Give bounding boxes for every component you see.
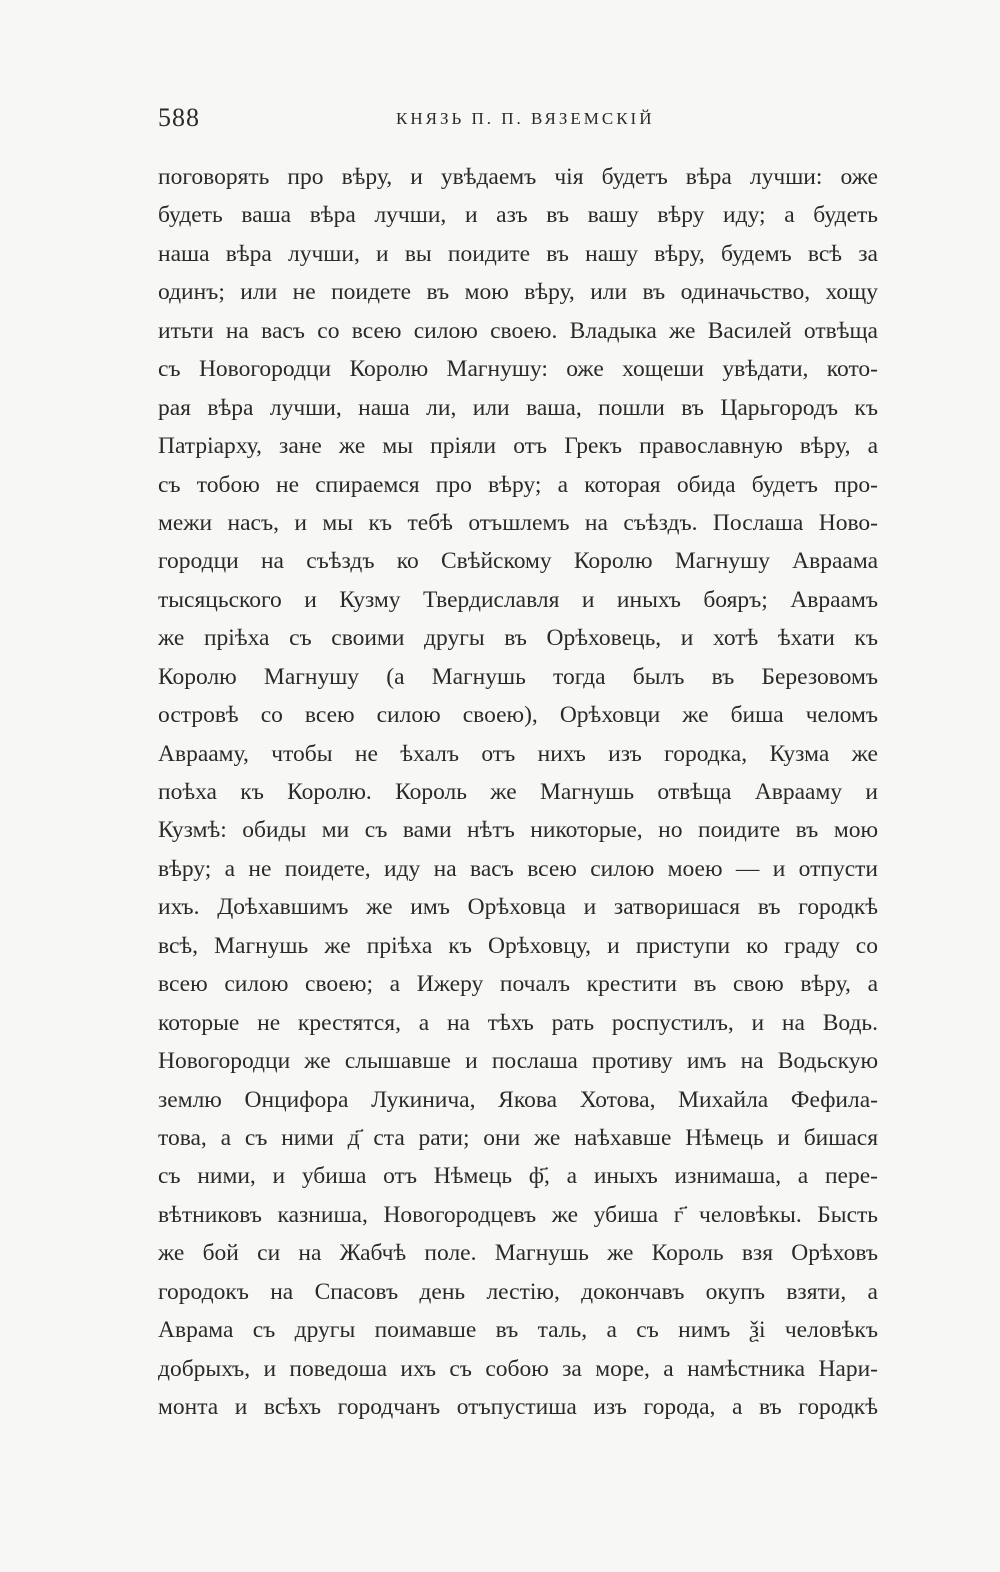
running-head: КНЯЗЬ П. П. ВЯЗЕМСКІЙ — [396, 109, 655, 128]
text-line: поѣха къ Королю. Король же Магнушь отвѣща Аврааму и — [158, 779, 878, 805]
text-line: Королю Магнушу (а Магнушь тогда былъ въ Березовомъ — [158, 663, 878, 690]
text-line: всею силою своею; а Ижеру почалъ крестити въ свою вѣру, а — [158, 971, 878, 998]
text-line: городци на съѣздъ ко Свѣйскому Королю Магнушу Авраама — [158, 548, 878, 575]
text-line: вѣру; а не поидете, иду на васъ всею силою моею — и отпусти — [158, 855, 878, 882]
text-line: одинъ; или не поидете въ мою вѣру, или въ одиначьство, хощу — [158, 279, 878, 306]
text-line: итьти на васъ со всею силою своею. Владыка же Василей отвѣща — [158, 317, 878, 344]
text-line: землю Онцифора Лукинича, Якова Хотова, Михайла Фефила- — [158, 1086, 878, 1113]
text-line: Аврама съ другы поимавше въ таль, а съ нимъ ѯі человѣкъ — [158, 1317, 878, 1344]
text-line: всѣ, Магнушь же пріѣха къ Орѣховцу, и приступи ко граду со — [158, 932, 878, 959]
text-line: съ тобою не спираемся про вѣру; а которая обида будетъ про- — [158, 471, 878, 498]
text-line: Кузмѣ: обиды ми съ вами нѣтъ никоторые, но поидите въ мою — [158, 817, 878, 844]
text-line: Новогородци же слышавше и послаша противу имъ на Водьскую — [158, 1048, 878, 1075]
text-line: которые не крестятся, а на тѣхъ рать роспустилъ, и на Водь. — [158, 1009, 878, 1036]
text-line: же пріѣха съ своими другы въ Орѣховець, и хотѣ ѣхати къ — [158, 625, 878, 652]
text-line: Аврааму, чтобы не ѣхалъ отъ нихъ изъ городка, Кузма же — [158, 740, 878, 767]
page-number: 588 — [158, 103, 200, 132]
text-line: монта и всѣхъ городчанъ отъпустиша изъ города, а въ городкѣ — [158, 1394, 878, 1420]
text-line: будеть ваша вѣра лучши, и азъ въ вашу вѣру иду; а будеть — [158, 202, 878, 229]
text-line: съ Новогородци Королю Магнушу: оже хощеши увѣдати, кото- — [158, 356, 878, 383]
text-line: наша вѣра лучши, и вы поидите въ нашу вѣру, будемъ всѣ за — [158, 240, 878, 267]
text-line: това, а съ ними д҃ ста рати; они же наѣхавше Нѣмець и бишася — [158, 1124, 878, 1151]
text-line: вѣтниковъ казниша, Новогородцевъ же убиша г҃ человѣкы. Бысть — [158, 1201, 878, 1228]
text-line: же бой си на Жабчѣ поле. Магнушь же Король взя Орѣховъ — [158, 1240, 878, 1267]
text-line: межи насъ, и мы къ тебѣ отъшлемъ на съѣздъ. Послаша Ново- — [158, 509, 878, 536]
text-line: добрыхъ, и поведоша ихъ съ собою за море, а намѣстника Нари- — [158, 1355, 878, 1382]
text-line: городокъ на Спасовъ день лестію, докончавъ окупъ взяти, а — [158, 1278, 878, 1305]
text-line: рая вѣра лучши, наша ли, или ваша, пошли въ Царьгородъ къ — [158, 394, 878, 421]
text-line: съ ними, и убиша отъ Нѣмець ф҃, а иныхъ изнимаша, а пере- — [158, 1163, 878, 1190]
text-line: поговорять про вѣру, и увѣдаемъ чія будетъ вѣра лучши: оже — [158, 164, 878, 190]
body-text — [158, 158, 878, 1426]
text-line: тысяцьского и Кузму Твердиславля и иныхъ бояръ; Авраамъ — [158, 586, 878, 613]
text-line: островѣ со всею силою своею), Орѣховци же биша челомъ — [158, 702, 878, 729]
text-line: ихъ. Доѣхавшимъ же имъ Орѣховца и затворишася въ городкѣ — [158, 894, 878, 921]
text-line: Патріарху, зане же мы пріяли отъ Грекъ православную вѣру, а — [158, 433, 878, 460]
page-header — [158, 103, 878, 139]
